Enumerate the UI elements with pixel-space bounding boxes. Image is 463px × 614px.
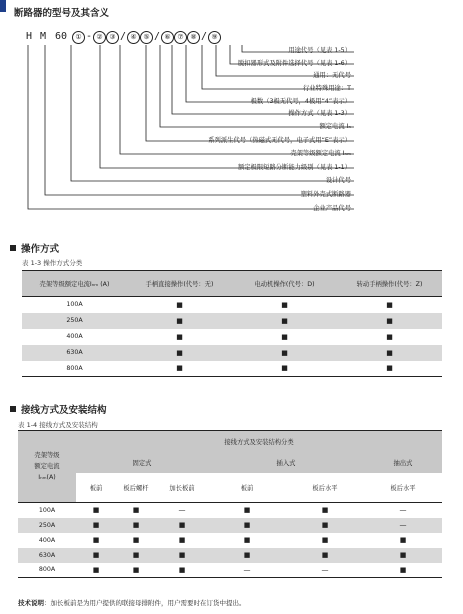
cell: ■ xyxy=(243,551,251,559)
code-circle: ⑦ xyxy=(174,31,187,44)
cell: ■ xyxy=(132,506,140,515)
cell: ■ xyxy=(386,316,393,325)
cell: ■ xyxy=(176,316,183,325)
code-circle: ① xyxy=(72,31,85,44)
header-line: 壳架等级 xyxy=(34,452,60,459)
desc-line: 极数（3极无代号，4极用“4”表示） xyxy=(250,98,351,105)
code-circle: ② xyxy=(93,31,106,44)
cell: ■ xyxy=(92,551,100,559)
code-circle: ⑨ xyxy=(208,31,221,44)
section-3-heading xyxy=(10,402,107,416)
col-header: 板前 xyxy=(89,484,103,492)
col-header: 板前 xyxy=(240,484,254,492)
table-row xyxy=(22,361,442,377)
desc-line: 操作方式（见表 1-3） xyxy=(288,110,351,117)
code-circle: ④ xyxy=(127,31,140,44)
cell: ■ xyxy=(132,536,140,544)
col-header: 板后水平 xyxy=(312,484,338,492)
code-char: / xyxy=(200,31,208,42)
cell: ■ xyxy=(321,551,329,559)
technical-note xyxy=(18,598,246,607)
cell: ■ xyxy=(321,536,329,544)
cell: ■ xyxy=(92,565,100,574)
desc-line: 壳架等级额定电流 Iₙₘ xyxy=(290,150,351,157)
wiring-left-header xyxy=(18,431,76,503)
sub-header-fixed: 固定式 xyxy=(132,460,152,467)
section-1-title: 断路器的型号及其含义 xyxy=(14,8,110,19)
table-row xyxy=(22,297,442,313)
cell: — xyxy=(399,506,407,515)
desc-line: 脱扣器形式及附件选择代号（见表 1-6） xyxy=(237,60,351,67)
table-row xyxy=(18,503,442,518)
col-header: 板后水平 xyxy=(390,484,416,492)
cell: ■ xyxy=(132,521,140,529)
cell: ■ xyxy=(281,300,288,309)
desc-line: 设计代号 xyxy=(325,177,351,184)
table-row xyxy=(18,548,442,563)
header-line: Iₙₘ(A) xyxy=(38,474,56,481)
cell: ■ xyxy=(92,521,100,529)
cell: — xyxy=(399,521,407,529)
wiring-group-header: 接线方式及安装结构分类 xyxy=(224,439,294,447)
col-header: 板后螺杆 xyxy=(123,484,149,492)
note-text: ：加长板前是为用户提供的联接母排附件，用户需要时在订货中提出。 xyxy=(44,599,246,607)
code-char: / xyxy=(119,31,127,42)
cell: ■ xyxy=(386,300,393,309)
desc-line: 额定极限短路分断能力级别（见表 1-1） xyxy=(237,164,351,171)
cell: — xyxy=(178,506,186,515)
cell: ■ xyxy=(178,536,186,544)
cell: ■ xyxy=(386,364,393,373)
cell: 800A xyxy=(38,566,56,574)
code-char: H xyxy=(25,31,33,42)
operation-table xyxy=(22,270,442,377)
section-3-title: 接线方式及安装结构 xyxy=(21,405,107,416)
op-header-frame: 壳架等级额定电流Iₙₘ (A) xyxy=(39,281,110,288)
cell: ■ xyxy=(178,521,186,529)
cell: 400A xyxy=(38,536,56,544)
code-char: - xyxy=(85,31,93,42)
table-row xyxy=(18,518,442,533)
cell: ■ xyxy=(281,332,288,341)
cell: — xyxy=(321,565,329,574)
code-circle: ⑥ xyxy=(161,31,174,44)
desc-line: 通用：无代号 xyxy=(313,72,351,79)
table-row xyxy=(18,563,442,578)
code-circle: ③ xyxy=(106,31,119,44)
model-code-leader-lines xyxy=(0,0,463,230)
cell: ■ xyxy=(321,521,329,529)
code-char: / xyxy=(153,31,161,42)
cell: ■ xyxy=(386,348,393,357)
desc-line: 行业特殊用途：T xyxy=(303,85,351,92)
table-row xyxy=(18,533,442,548)
cell: 800A xyxy=(66,364,83,372)
cell: ■ xyxy=(399,536,407,544)
sub-header-plugin: 插入式 xyxy=(276,460,296,467)
cell: ■ xyxy=(399,551,407,559)
op-header-rotary: 转动手柄操作(代号：Z) xyxy=(356,281,423,288)
note-label: 技术说明 xyxy=(18,599,44,607)
cell: 400A xyxy=(66,333,83,340)
cell: ■ xyxy=(178,565,186,574)
table-row xyxy=(22,313,442,329)
cell: 100A xyxy=(38,506,56,514)
cell: ■ xyxy=(281,348,288,357)
section-2-heading xyxy=(10,241,59,255)
table-1-3-caption: 表 1-3 操作方式分类 xyxy=(22,259,83,267)
op-header-motor: 电动机操作(代号：D) xyxy=(254,281,315,288)
table-1-4-caption: 表 1-4 接线方式及安装结构 xyxy=(18,421,98,429)
cell: 250A xyxy=(66,317,83,324)
table-row xyxy=(22,345,442,361)
code-circle: ⑧ xyxy=(187,31,200,44)
cell: ■ xyxy=(321,506,329,515)
cell: ■ xyxy=(243,521,251,529)
cell: 630A xyxy=(38,551,56,559)
table-row xyxy=(22,329,442,345)
wiring-table xyxy=(18,430,442,578)
cell: ■ xyxy=(92,536,100,544)
cell: ■ xyxy=(386,332,393,341)
cell: ■ xyxy=(178,551,186,559)
desc-line: 额定电流 Iₙ xyxy=(319,123,351,130)
cell: 630A xyxy=(66,349,83,356)
cell: ■ xyxy=(243,536,251,544)
bullet-square-icon xyxy=(10,406,16,412)
cell: 250A xyxy=(38,521,56,529)
code-char: M xyxy=(39,31,47,42)
op-header-manual: 手柄直接操作(代号：无) xyxy=(145,281,214,288)
cell: ■ xyxy=(176,332,183,341)
cell: ■ xyxy=(132,565,140,574)
cell: ■ xyxy=(176,348,183,357)
code-circle: ⑤ xyxy=(140,31,153,44)
cell: ■ xyxy=(176,364,183,373)
header-line: 额定电流 xyxy=(34,463,60,470)
bullet-square-icon xyxy=(10,245,16,251)
desc-line: 系列派生代号（热磁式无代号，电子式用“E”表示） xyxy=(208,137,351,144)
col-header: 加长板前 xyxy=(169,484,195,492)
section-2-title: 操作方式 xyxy=(21,244,60,255)
desc-line: 用途代号（见表 1-5） xyxy=(288,47,351,54)
sub-header-drawout: 抽出式 xyxy=(393,460,413,467)
cell: — xyxy=(243,565,251,574)
cell: ■ xyxy=(399,565,407,574)
cell: ■ xyxy=(281,316,288,325)
cell: ■ xyxy=(132,551,140,559)
cell: ■ xyxy=(92,506,100,515)
desc-line: 塑料外壳式断路器 xyxy=(300,191,351,198)
cell: ■ xyxy=(243,506,251,515)
cell: 100A xyxy=(66,301,83,309)
desc-line: 企业产品代号 xyxy=(313,205,351,212)
cell: ■ xyxy=(176,300,183,309)
cell: ■ xyxy=(281,364,288,373)
code-char: 60 xyxy=(54,31,68,42)
